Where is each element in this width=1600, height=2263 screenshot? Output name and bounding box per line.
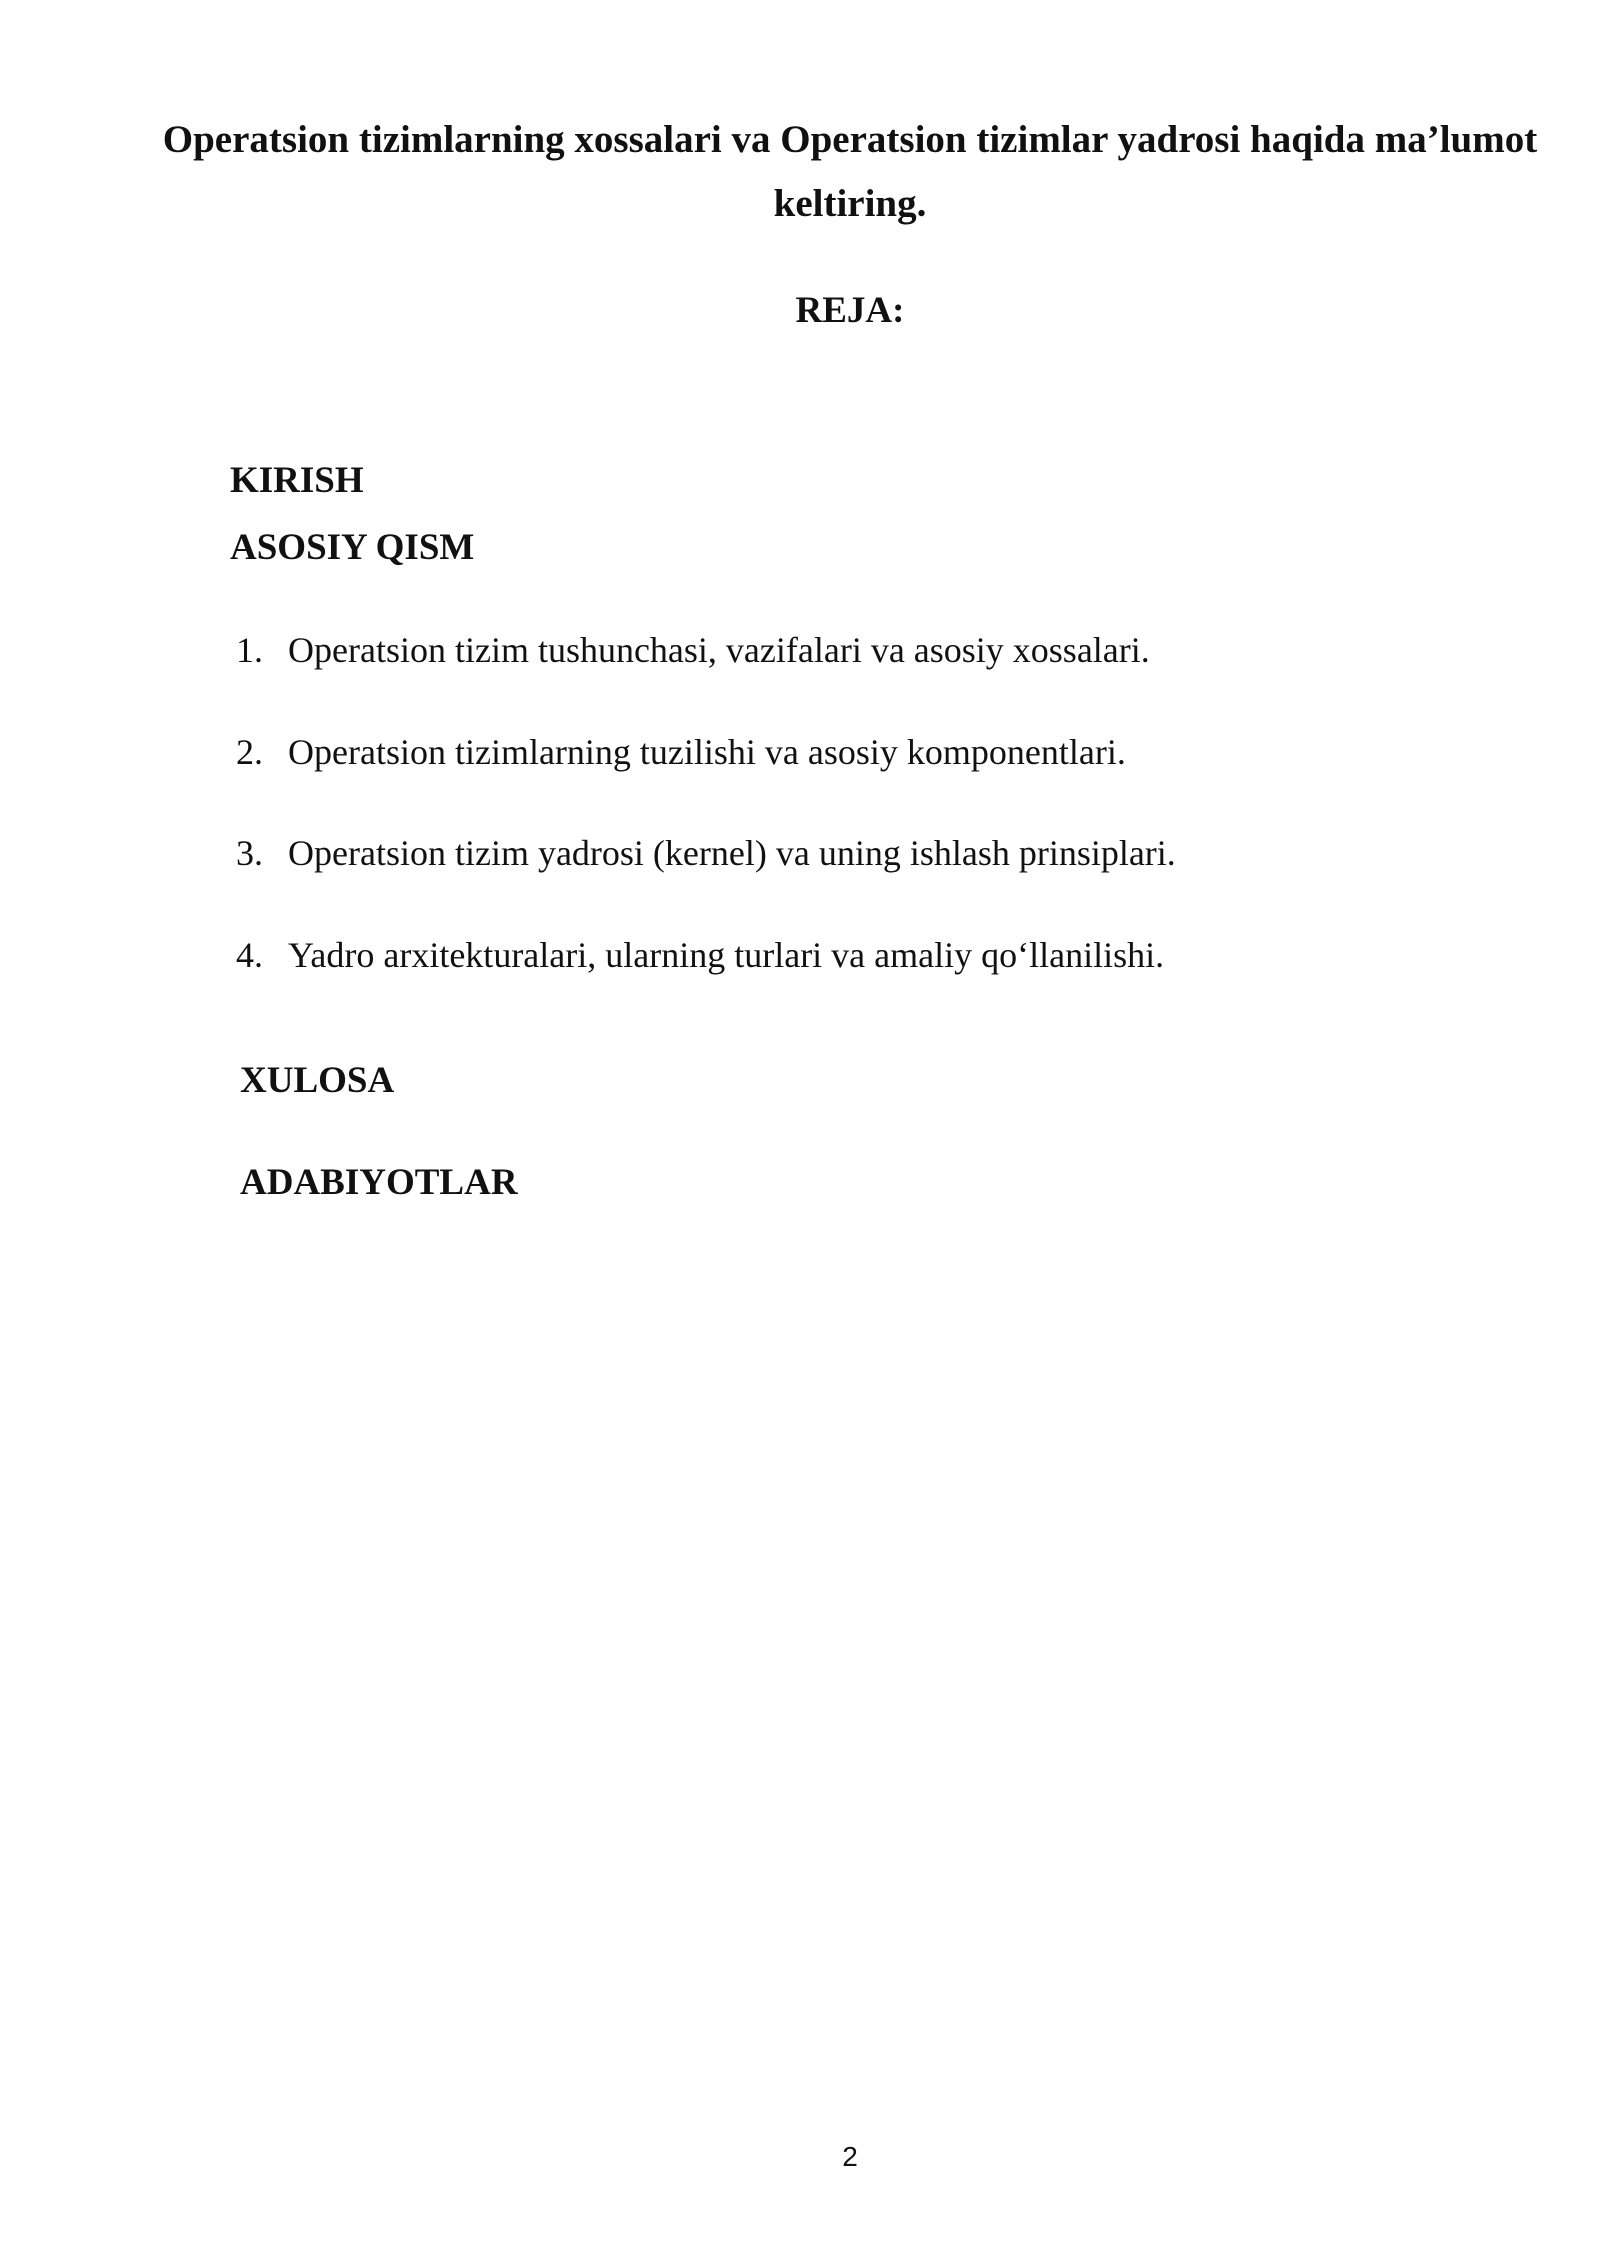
- plan-item-text: Operatsion tizim tushunchasi, vazifalari va asosiy xossalari.: [288, 630, 1150, 670]
- page-number: 2: [842, 2141, 858, 2172]
- plan-item-number: 1.: [236, 630, 263, 670]
- plan-heading: REJA:: [795, 290, 905, 331]
- plan-item-text: Yadro arxitekturalari, ularning turlari va amaliy qo‘llanilishi.: [288, 935, 1165, 975]
- references-heading: ADABIYOTLAR: [240, 1162, 518, 1203]
- plan-list-item: [236, 729, 1126, 775]
- intro-heading: KIRISH: [230, 460, 364, 501]
- plan-item-text: Operatsion tizim yadrosi (kernel) va uning ishlash prinsiplari.: [288, 833, 1176, 873]
- main-part-heading: ASOSIY QISM: [230, 527, 475, 568]
- plan-list-item: [236, 627, 1150, 673]
- plan-list-item: [236, 932, 1164, 978]
- plan-item-text: Operatsion tizimlarning tuzilishi va asosiy komponentlari.: [288, 732, 1126, 772]
- plan-item-number: 2.: [236, 732, 263, 772]
- plan-list-item: [236, 830, 1176, 876]
- document-title: Operatsion tizimlarning xossalari va Operatsion tizimlar yadrosi haqida ma’lumot keltiring.: [162, 118, 1538, 225]
- plan-item-number: 4.: [236, 935, 263, 975]
- conclusion-heading: XULOSA: [240, 1060, 395, 1101]
- plan-item-number: 3.: [236, 833, 263, 873]
